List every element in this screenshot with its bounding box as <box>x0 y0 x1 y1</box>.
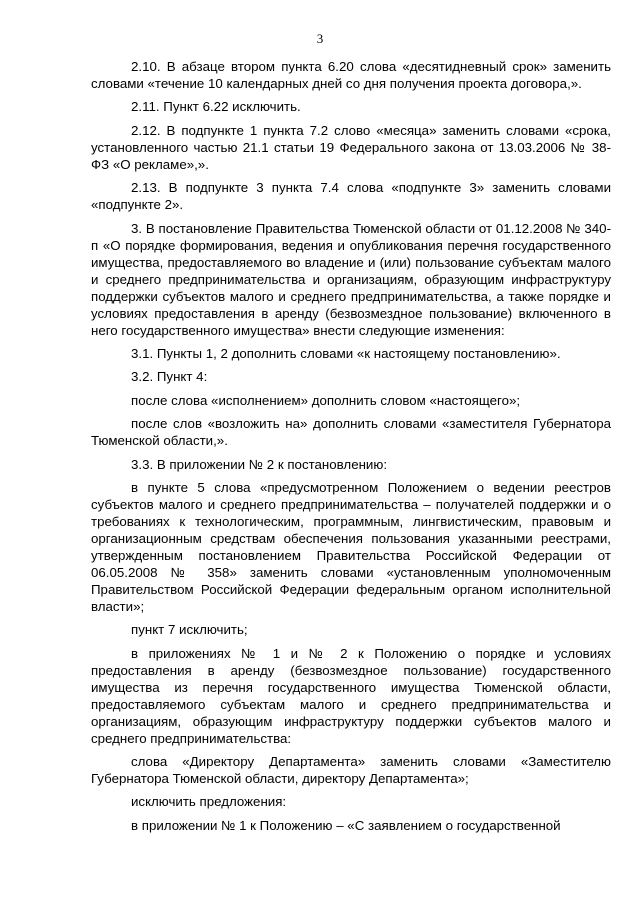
paragraph-3-3-item-4: слова «Директору Департамента» заменить словами «Заместителю Губернатора Тюменской области, директору Департамента»; <box>91 754 611 787</box>
paragraph-3-2-item-1: после слова «исполнением» дополнить словом «настоящего»; <box>131 392 521 408</box>
paragraph-3-2: 3.2. Пункт 4: <box>131 369 208 385</box>
document-body <box>91 58 611 840</box>
paragraph-3-1: 3.1. Пункты 1, 2 дополнить словами «к настоящему постановлению». <box>131 345 561 361</box>
paragraph-2-12: 2.12. В подпункте 1 пункта 7.2 слово «месяца» заменить словами «срока, установленного частью 21.1 статьи 19 Федерального закона от 13.03.2006 № 38-ФЗ «О рекламе»,». <box>91 122 611 172</box>
paragraph-3-3-item-5: исключить предложения: <box>131 794 287 810</box>
paragraph-3-3-item-1: в пункте 5 слова «предусмотренном Положением о ведении реестров субъектов малого и среднего предпринимательства – получателей поддержки и о требованиях к технологическим, программным, лингвистическим, правовым и организационным средствам обеспечения пользования указанными реестрами, утвержденным постановлением Правительства Российской Федерации от 06.05.2008 № 358» заменить словами «установленным уполномоченным Правительством Российской Федерации федеральным органом исполнительной власти»; <box>91 479 611 614</box>
paragraph-2-10: 2.10. В абзаце втором пункта 6.20 слова «десятидневный срок» заменить словами «течение 10 календарных дней со дня получения проекта договора,». <box>91 59 611 91</box>
paragraph-3-3-item-6: в приложении № 1 к Положению – «С заявлением о государственной <box>131 817 561 833</box>
page-number: 3 <box>316 31 324 46</box>
paragraph-2-11: 2.11. Пункт 6.22 исключить. <box>131 99 301 115</box>
paragraph-2-13: 2.13. В подпункте 3 пункта 7.4 слова «подпункте 3» заменить словами «подпункте 2». <box>91 180 611 213</box>
paragraph-3-2-item-2: после слов «возложить на» дополнить словами «заместителя Губернатора Тюменской области,». <box>91 416 611 449</box>
paragraph-3-3-item-2: пункт 7 исключить; <box>131 622 248 638</box>
paragraph-3: 3. В постановление Правительства Тюменской области от 01.12.2008 № 340-п «О порядке формирования, ведения и опубликования перечня государственного имущества, предоставляемого во владение и (или) пользование субъектам малого и среднего предпринимательства и организациям, образующим инфраструктуру поддержки субъектов малого и среднего предпринимательства, а также порядке и условиях предоставления в аренду (безвозмездное пользование) включенного в него государственного имущества» внести следующие изменения: <box>91 220 611 338</box>
paragraph-3-3-item-3: в приложениях № 1 и № 2 к Положению о порядке и условиях предоставления в аренду (безвозмездное пользование) государственного имущества из перечня государственного имущества Тюменской области, предоставляемого субъектам малого и среднего предпринимательства и организациям, образующим инфраструктуру поддержки субъектов малого и среднего предпринимательства: <box>91 645 611 746</box>
paragraph-3-3: 3.3. В приложении № 2 к постановлению: <box>131 456 388 472</box>
